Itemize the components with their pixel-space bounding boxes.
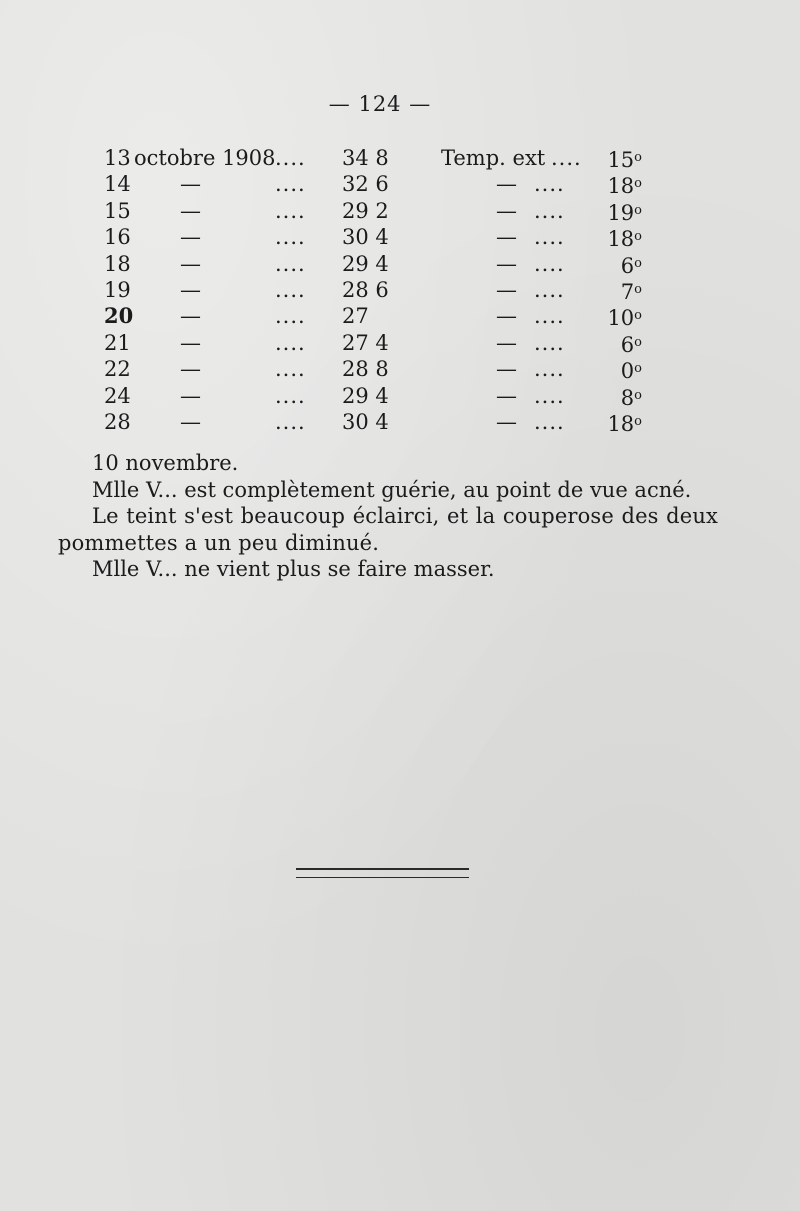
row-temperature-value: 6: [620, 253, 635, 278]
row-day: 19: [104, 277, 131, 302]
notes: [58, 450, 718, 583]
row-value: 29 2: [342, 198, 389, 223]
row-ext-label: —: [496, 383, 517, 408]
degree-mark: o: [634, 255, 642, 271]
row-value: 27 4: [342, 330, 389, 355]
row-leader-dots: ....: [534, 409, 565, 434]
degree-mark: o: [634, 202, 642, 218]
row-leader-dots: ....: [534, 172, 565, 197]
row-value: 30 4: [342, 409, 389, 434]
row-leader-dots: ....: [275, 146, 306, 170]
row-leader-dots: ....: [275, 198, 306, 223]
row-temperature: [621, 330, 642, 358]
row-day: 15: [104, 198, 131, 223]
table-row: [104, 198, 704, 224]
degree-mark: o: [634, 281, 642, 297]
row-temperature-value: 18: [607, 174, 635, 199]
row-month: —: [180, 251, 201, 276]
row-leader-dots: ....: [275, 172, 306, 197]
row-month: —: [180, 172, 201, 197]
row-value: 30 4: [342, 225, 389, 250]
row-value: 34 8: [342, 146, 389, 170]
row-temperature: [607, 198, 642, 226]
table-row: [104, 409, 704, 435]
row-ext-label: —: [496, 198, 517, 223]
degree-mark: o: [634, 308, 642, 324]
row-temperature-value: 7: [620, 279, 635, 304]
row-leader-dots: ....: [534, 330, 565, 355]
row-leader-dots: ....: [534, 357, 565, 382]
row-ext-label: —: [496, 172, 517, 197]
row-temperature-value: 6: [620, 332, 635, 357]
row-leader-dots: ....: [275, 330, 306, 355]
row-day: 24: [104, 383, 131, 408]
row-leader-dots: ....: [534, 277, 565, 302]
row-leader-dots: ....: [551, 146, 582, 170]
row-day: 21: [104, 330, 131, 355]
row-month: —: [180, 198, 201, 223]
table-row: [104, 356, 704, 382]
degree-mark: o: [634, 387, 642, 403]
table-row: [104, 145, 704, 171]
row-leader-dots: ....: [534, 304, 565, 329]
row-leader-dots: ....: [275, 251, 306, 276]
degree-mark: o: [634, 229, 642, 245]
row-temperature: [621, 277, 642, 305]
row-value: 28 6: [342, 277, 389, 302]
row-day: 22: [104, 357, 131, 382]
note-date: 10 novembre.: [92, 451, 239, 475]
row-temperature: [621, 383, 642, 411]
row-temperature-value: 18: [607, 411, 635, 436]
degree-mark: o: [634, 361, 642, 377]
row-temperature-value: 18: [607, 227, 635, 252]
degree-mark: o: [634, 176, 642, 192]
row-value: 29 4: [342, 383, 389, 408]
row-month: —: [180, 304, 201, 329]
row-temperature: [607, 409, 642, 437]
row-temperature: [621, 251, 642, 279]
table-row: [104, 277, 704, 303]
row-value: 29 4: [342, 251, 389, 276]
row-day: 18: [104, 251, 131, 276]
row-temperature: [607, 145, 642, 173]
note-line-1: Mlle V... est complètement guérie, au point de vue acné.: [92, 477, 692, 502]
row-leader-dots: ....: [275, 277, 306, 302]
row-month: —: [180, 383, 201, 408]
row-temperature-value: 19: [607, 200, 635, 225]
row-month: —: [180, 225, 201, 250]
row-leader-dots: ....: [534, 198, 565, 223]
row-temperature-value: 15: [607, 148, 635, 172]
row-month: —: [180, 409, 201, 434]
table-row: [104, 330, 704, 356]
row-temperature: [607, 224, 642, 252]
row-ext-label: —: [496, 251, 517, 276]
row-temperature-value: 10: [607, 306, 635, 331]
row-ext-label: —: [496, 225, 517, 250]
row-temperature-value: 0: [620, 359, 635, 384]
row-ext-label: —: [496, 304, 517, 329]
row-leader-dots: ....: [534, 383, 565, 408]
row-ext-label: —: [496, 357, 517, 382]
row-ext-label: Temp. ext: [441, 146, 546, 170]
table-row: [104, 303, 704, 329]
row-value: 27: [342, 304, 369, 329]
row-day: 28: [104, 409, 131, 434]
row-day: 14: [104, 172, 131, 197]
row-temperature-value: 8: [620, 385, 635, 410]
row-month: —: [180, 330, 201, 355]
end-rule: [296, 868, 469, 878]
temperature-table: [104, 145, 704, 435]
row-ext-label: —: [496, 277, 517, 302]
row-value: 28 8: [342, 357, 389, 382]
row-month: —: [180, 277, 201, 302]
row-month: octobre 1908: [134, 146, 276, 170]
page-number: — 124 —: [328, 92, 432, 116]
table-row: [104, 383, 704, 409]
row-temperature: [621, 356, 642, 384]
table-row: [104, 251, 704, 277]
row-value: 32 6: [342, 172, 389, 197]
row-day: 16: [104, 225, 131, 250]
row-temperature: [607, 303, 642, 331]
table-row: [104, 224, 704, 250]
degree-mark: o: [634, 334, 642, 350]
row-leader-dots: ....: [275, 409, 306, 434]
row-leader-dots: ....: [275, 383, 306, 408]
row-ext-label: —: [496, 330, 517, 355]
note-line-2: Le teint s'est beaucoup éclairci, et la couperose des deux pommettes a un peu diminué.: [58, 504, 718, 555]
row-leader-dots: ....: [275, 304, 306, 329]
row-leader-dots: ....: [534, 251, 565, 276]
degree-mark: o: [634, 413, 642, 429]
row-day: 13: [104, 146, 131, 170]
row-month: —: [180, 357, 201, 382]
note-line-3: Mlle V... ne vient plus se faire masser.: [92, 557, 495, 581]
row-leader-dots: ....: [275, 225, 306, 250]
row-temperature: [607, 171, 642, 199]
row-leader-dots: ....: [275, 357, 306, 382]
row-leader-dots: ....: [534, 225, 565, 250]
row-ext-label: —: [496, 409, 517, 434]
degree-mark: o: [634, 150, 642, 165]
table-row: [104, 171, 704, 197]
row-day: 20: [104, 303, 134, 329]
